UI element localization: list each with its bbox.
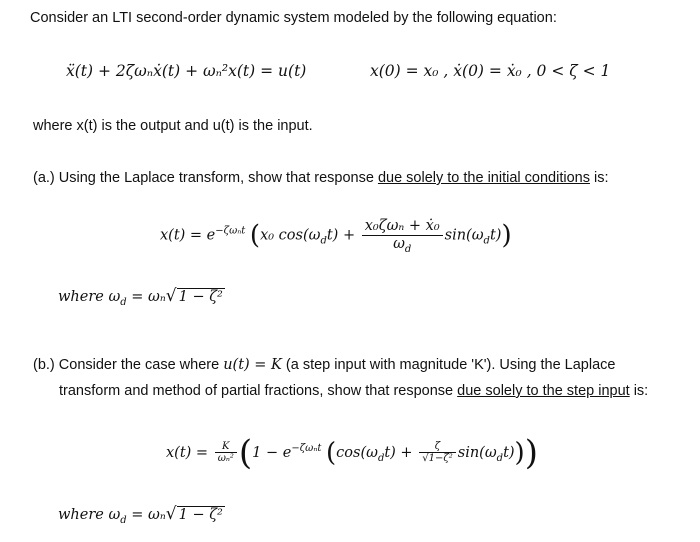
part-a-radicand: 1 − ζ² xyxy=(178,289,223,305)
part-b-k-fraction xyxy=(215,441,237,466)
part-a-text-before: (a.) Using the Laplace transform, show that response xyxy=(33,170,378,186)
sqrt-radical: √ 1 − ζ² xyxy=(165,504,223,524)
part-a-lhs: x(t) = e xyxy=(160,227,216,244)
part-b-line2-before: transform and method of partial fractions, show that response xyxy=(59,383,458,399)
outer-close-paren: ) xyxy=(524,433,538,473)
sqrt-radical: √ 1 − ζ² xyxy=(165,286,223,306)
part-a-frac-den-main: ω xyxy=(393,235,405,252)
part-b-line2 xyxy=(59,383,648,399)
part-b-text-before: (b.) Consider the case where xyxy=(33,357,224,373)
part-b-underlined: due solely to the step input xyxy=(457,383,630,399)
outer-open-paren: ( xyxy=(238,433,253,473)
part-a-where-eq: = ωₙ xyxy=(126,289,166,305)
part-b-zeta-den: √1−ζ² xyxy=(422,453,453,465)
part-b-zeta-fraction xyxy=(419,441,456,466)
part-b-sin-end: t) xyxy=(503,445,515,461)
inner-open-paren: ( xyxy=(326,438,337,468)
part-a-underlined: due solely to the initial conditions xyxy=(377,170,590,186)
part-a-cos-term: x₀ cos(ω xyxy=(260,227,321,244)
part-b-where-sub: d xyxy=(120,514,127,526)
part-b-text-after: (a step input with magnitude 'K'). Using the Laplace xyxy=(281,357,616,373)
part-b-zeta-radicand: 1−ζ² xyxy=(428,453,453,465)
part-a-exponent: −ζωₙt xyxy=(215,225,246,237)
part-b-where-label: where ω xyxy=(58,507,121,523)
part-a-where xyxy=(58,286,225,306)
part-a-frac-num: x₀ζωₙ + ẋ₀ xyxy=(362,218,443,236)
part-a-text-after: is: xyxy=(589,170,609,186)
part-a-cos-end: t) + xyxy=(326,227,356,244)
part-b-one-minus: 1 − e xyxy=(252,445,292,461)
part-b-formula xyxy=(166,433,538,473)
part-b-cos-sub: d xyxy=(377,452,385,464)
part-a-cos-sub: d xyxy=(320,235,327,247)
part-b-line1 xyxy=(33,357,615,373)
part-b-input-math: u(t) = K xyxy=(223,357,282,373)
part-b-cos: cos(ω xyxy=(336,445,378,461)
part-a-frac-den-sub: d xyxy=(404,243,412,255)
part-a-sin-end: t) xyxy=(489,227,502,244)
part-b-exponent: −ζωₙt xyxy=(291,443,322,455)
inner-close-paren: ) xyxy=(514,438,525,468)
ode-equation: ẍ(t) + 2ζωₙẋ(t) + ωₙ²x(t) = u(t) xyxy=(66,62,307,80)
part-a-where-sub: d xyxy=(120,296,127,308)
where-output-input-text: where x(t) is the output and u(t) is the input. xyxy=(33,118,313,134)
part-b-line2-after: is: xyxy=(629,383,649,399)
part-a-frac-den xyxy=(362,236,443,253)
initial-conditions: x(0) = x₀ , ẋ(0) = ẋ₀ , 0 < ζ < 1 xyxy=(370,62,611,80)
part-b-k-den: ωₙ² xyxy=(217,453,234,465)
part-a-sin-sub: d xyxy=(483,235,490,247)
part-b-lhs: x(t) = xyxy=(166,445,209,461)
close-paren: ) xyxy=(501,220,512,251)
part-a-formula xyxy=(160,218,512,253)
part-b-where-eq: = ωₙ xyxy=(126,507,166,523)
open-paren: ( xyxy=(249,220,261,251)
part-a-prompt xyxy=(33,170,608,186)
part-b-zeta-num: ζ xyxy=(419,441,456,454)
part-a-where-label: where ω xyxy=(58,289,121,305)
intro-text: Consider an LTI second-order dynamic system modeled by the following equation: xyxy=(30,10,557,26)
part-a-sin-term: sin(ω xyxy=(444,227,484,244)
part-b-radicand: 1 − ζ² xyxy=(178,507,223,523)
part-b-where xyxy=(58,504,225,524)
part-a-fraction xyxy=(362,218,443,253)
part-b-k-num: K xyxy=(215,441,237,454)
part-b-sin: sin(ω xyxy=(457,445,497,461)
part-b-cos-end: t) + xyxy=(384,445,413,461)
part-b-sin-sub: d xyxy=(496,452,504,464)
